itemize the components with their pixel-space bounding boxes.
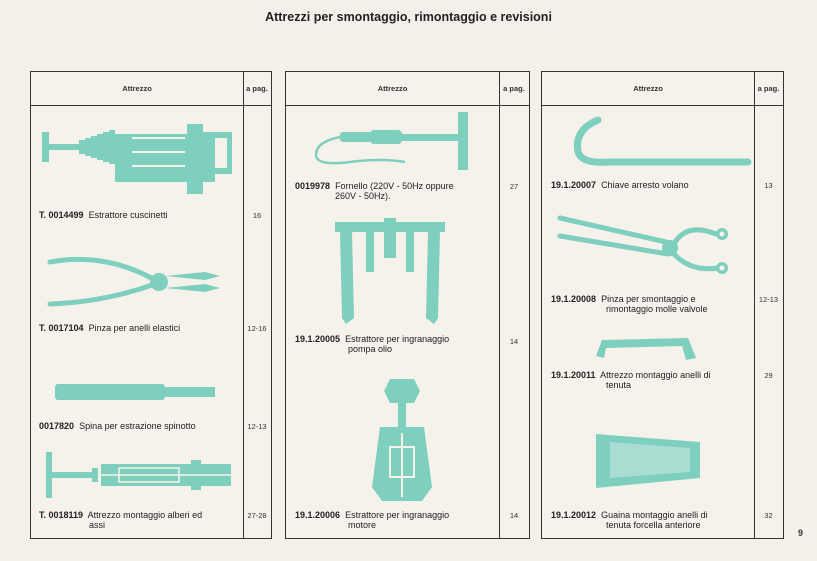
page-title: Attrezzi per smontaggio, rimontaggio e revisioni [265,10,552,24]
pin-extractor-icon [55,378,225,408]
tool-label: 19.1.20008 Pinza per smontaggio e rimontaggio molle valvole [551,294,708,314]
page-ref: 29 [764,371,773,380]
tool-label: 0019978 Fornello (220V - 50Hz oppure 260V - 50Hz). [295,181,454,201]
tool-label: 19.1.20006 Estrattore per ingranaggio motore [295,510,450,530]
page-ref: 32 [764,511,773,520]
header-page: a pag. [503,84,525,93]
tool-label: 19.1.20011 Attrezzo montaggio anelli di tenuta [551,370,711,390]
tool-table-1 [30,71,272,539]
header-page: a pag. [757,84,780,93]
header-page: a pag. [246,84,268,93]
tool-label: T. 0018119 Attrezzo montaggio alberi ed assi [39,510,203,530]
valve-spring-pliers-icon [556,212,746,288]
table-header [31,72,271,106]
page-ref: 16 [252,211,262,220]
circlip-pliers-icon [45,242,235,312]
page-ref: 27-28 [247,511,267,520]
heater-iron-icon [310,110,490,172]
table-header [286,72,529,106]
page-ref: 27 [509,182,519,191]
shaft-mounting-tool-icon [41,448,241,508]
engine-gear-puller-icon [362,377,442,507]
header-tool: Attrezzo [633,84,663,93]
page-ref: 12-13 [758,295,779,304]
bearing-puller-icon [37,124,247,204]
page-ref: 12-16 [247,324,267,333]
tool-label: T. 0017104 Pinza per anelli elastici [39,323,181,333]
tool-label: 19.1.20007 Chiave arresto volano [551,180,689,190]
tool-table-3 [541,71,784,539]
tool-label: T. 0014499 Estrattore cuscinetti [39,210,168,220]
page-number: 9 [797,528,803,538]
tool-label: 19.1.20005 Estrattore per ingranaggio pompa olio [295,334,450,354]
gear-puller-icon [330,218,450,328]
header-tool: Attrezzo [377,84,408,93]
page-ref: 14 [509,337,519,346]
flywheel-lock-key-icon [568,116,758,172]
header-tool: Attrezzo [122,84,152,93]
table-header [542,72,783,106]
page-ref: 13 [764,181,773,190]
page-ref: 12-13 [247,422,267,431]
fork-seal-sleeve-icon [590,426,710,498]
tool-table-2 [285,71,530,539]
seal-fitting-tool-icon [592,334,702,364]
tool-label: 0017820 Spina per estrazione spinotto [39,421,196,431]
tool-label: 19.1.20012 Guaina montaggio anelli di tenuta forcella anteriore [551,510,708,530]
page-ref: 14 [509,511,519,520]
